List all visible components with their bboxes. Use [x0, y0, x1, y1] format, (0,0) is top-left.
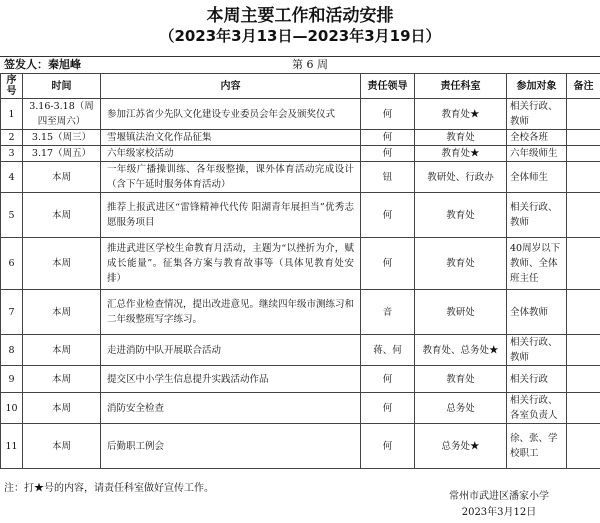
cell-index: 10 [1, 393, 23, 424]
cell-time: 本周 [23, 238, 101, 290]
cell-target: 相关行政 [507, 366, 567, 393]
cell-office: 教育处★ [415, 99, 507, 130]
table-row [1, 335, 600, 366]
cell-leader: 何 [361, 130, 415, 146]
cell-time: 3.15（周三） [23, 130, 101, 146]
cell-content: 一年级广播操训练、各年级整操，课外体育活动完成设计（含下午延时服务体育活动） [101, 162, 361, 193]
header-content: 内容 [101, 74, 361, 99]
cell-remark [567, 393, 600, 424]
issue-date: 2023年3月12日 [461, 507, 537, 518]
cell-content: 六年级家校活动 [101, 146, 361, 162]
cell-index: 11 [1, 424, 23, 469]
cell-index: 3 [1, 146, 23, 162]
cell-office: 教育处 [415, 130, 507, 146]
cell-office: 教育处、总务处★ [415, 335, 507, 366]
header-time: 时间 [23, 74, 101, 99]
cell-leader: 何 [361, 238, 415, 290]
cell-leader: 何 [361, 366, 415, 393]
table-row [1, 238, 600, 290]
cell-remark [567, 193, 600, 238]
header-divider [0, 56, 600, 57]
cell-time: 本周 [23, 424, 101, 469]
cell-content: 提交区中小学生信息提升实践活动作品 [101, 366, 361, 393]
cell-remark [567, 146, 600, 162]
table-row [1, 193, 600, 238]
cell-index: 9 [1, 366, 23, 393]
cell-target: 相关行政、教师 [507, 99, 567, 130]
cell-remark [567, 130, 600, 146]
table-row [1, 366, 600, 393]
cell-leader: 钮 [361, 162, 415, 193]
table-row [1, 290, 600, 335]
cell-office: 教育处 [415, 238, 507, 290]
cell-remark [567, 366, 600, 393]
footnote: 注：打★号的内容，请责任科室做好宣传工作。 [4, 483, 214, 494]
cell-office: 总务处 [415, 393, 507, 424]
week-label: 第 6 周 [292, 58, 328, 71]
table-header-row [1, 74, 600, 99]
cell-target: 相关行政、教师 [507, 335, 567, 366]
cell-content: 参加江苏省少先队文化建设专业委员会年会及颁奖仪式 [101, 99, 361, 130]
cell-remark [567, 238, 600, 290]
cell-time: 本周 [23, 193, 101, 238]
cell-content: 推荐上报武进区“雷锋精神代代传 阳湖青年展担当”优秀志愿服务项目 [101, 193, 361, 238]
cell-index: 8 [1, 335, 23, 366]
cell-index: 5 [1, 193, 23, 238]
cell-content: 汇总作业检查情况，提出改进意见。继续四年级市测练习和二年级整班写字练习。 [101, 290, 361, 335]
cell-target: 六年级师生 [507, 146, 567, 162]
cell-office: 总务处★ [415, 424, 507, 469]
cell-time: 本周 [23, 366, 101, 393]
cell-index: 7 [1, 290, 23, 335]
cell-time: 3.17（周五） [23, 146, 101, 162]
signer-label: 签发人：秦旭峰 [4, 58, 81, 71]
cell-target: 全校各班 [507, 130, 567, 146]
cell-target: 徐、张、学校职工 [507, 424, 567, 469]
cell-time: 本周 [23, 393, 101, 424]
page-title: 本周主要工作和活动安排 [206, 6, 394, 26]
table-row [1, 393, 600, 424]
table-row [1, 146, 600, 162]
cell-office: 教育处★ [415, 146, 507, 162]
cell-content: 推进武进区学校生命教育月活动，主题为“以挫折为介，赋成长能量”。征集各方案与教育故事等（具体见教育处安排） [101, 238, 361, 290]
organization-name: 常州市武进区潘家小学 [449, 491, 549, 502]
table-row [1, 130, 600, 146]
table-row [1, 99, 600, 130]
cell-leader: 何 [361, 99, 415, 130]
cell-content: 雪堰镇法治文化作品征集 [101, 130, 361, 146]
cell-office: 教研处、行政办 [415, 162, 507, 193]
schedule-table [0, 73, 600, 469]
cell-leader: 何 [361, 193, 415, 238]
cell-leader: 音 [361, 290, 415, 335]
cell-office: 教研处 [415, 290, 507, 335]
cell-time: 本周 [23, 335, 101, 366]
header-index: 序号 [1, 74, 23, 99]
cell-office: 教育处 [415, 366, 507, 393]
cell-index: 2 [1, 130, 23, 146]
cell-index: 4 [1, 162, 23, 193]
cell-target: 全体师生 [507, 162, 567, 193]
cell-leader: 何 [361, 393, 415, 424]
cell-content: 消防安全检查 [101, 393, 361, 424]
cell-target: 相关行政、教师 [507, 193, 567, 238]
table-row [1, 162, 600, 193]
cell-content: 后勤职工例会 [101, 424, 361, 469]
header-target: 参加对象 [507, 74, 567, 99]
cell-time: 3.16-3.18（周四至周六） [23, 99, 101, 130]
cell-leader: 何 [361, 146, 415, 162]
cell-target: 全体教师 [507, 290, 567, 335]
cell-leader: 蒋、何 [361, 335, 415, 366]
cell-remark [567, 335, 600, 366]
date-range-subtitle: （2023年3月13日—2023年3月19日） [159, 27, 441, 45]
cell-target: 相关行政、各室负责人 [507, 393, 567, 424]
cell-content: 走进消防中队开展联合活动 [101, 335, 361, 366]
header-remark: 备注 [567, 74, 600, 99]
cell-index: 6 [1, 238, 23, 290]
header-leader: 责任领导 [361, 74, 415, 99]
cell-remark [567, 290, 600, 335]
cell-remark [567, 424, 600, 469]
cell-target: 40周岁以下教师、全体班主任 [507, 238, 567, 290]
cell-leader: 何 [361, 424, 415, 469]
cell-remark [567, 162, 600, 193]
table-row [1, 424, 600, 469]
cell-remark [567, 99, 600, 130]
cell-time: 本周 [23, 290, 101, 335]
cell-time: 本周 [23, 162, 101, 193]
header-office: 责任科室 [415, 74, 507, 99]
cell-office: 教育处 [415, 193, 507, 238]
cell-index: 1 [1, 99, 23, 130]
